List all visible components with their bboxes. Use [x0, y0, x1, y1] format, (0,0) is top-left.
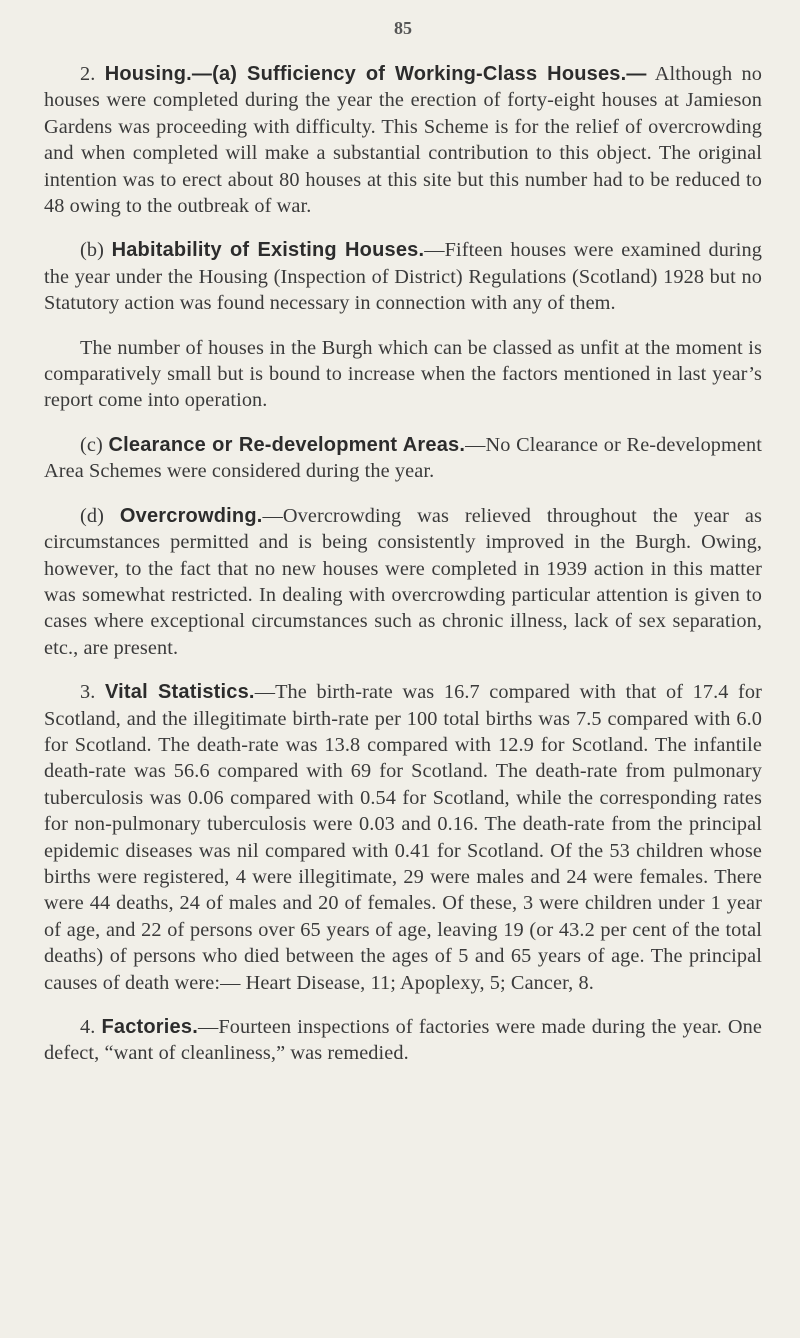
- section-heading: Clearance or Re-development Areas.: [108, 433, 466, 456]
- document-page: [44, 18, 762, 1085]
- section-text: —The birth-rate was 16.7 compared with that of 17.4 for Scotland, and the illegitimate birth-rate per 100 total births was 7.5 compared with 6.0 for Scotland. The death-rate was 13.8 compared with 12.9 for Scotland. The infantile death-rate was 56.6 compared with 69 for Scotland. The death-rate from pulmonary tuberculosis was 0.06 compared with 0.54 for Scotland, while the corresponding rates for non-pulmonary tuberculosis were 0.03 and 0.16. The death-rate from the principal epidemic diseases was nil compared with 0.41 for Scotland. Of the 53 children whose births were registered, 4 were illegitimate, 29 were males and 24 were females. There were 44 deaths, 24 of males and 20 of females. Of these, 3 were children under 1 year of age, and 22 of persons over 65 years of age, leaving 19 (or 43.2 per cent of the total deaths) of persons who died between the ages of 5 and 65 years of age. The principal causes of death were:— Heart Disease, 11; Apoplexy, 5; Cancer, 8.: [44, 681, 763, 994]
- section-number: 3.: [80, 681, 96, 704]
- section-factories: [44, 1014, 762, 1067]
- section-number: (c): [80, 433, 103, 456]
- section-housing-sufficiency: [44, 61, 762, 219]
- section-text: The number of houses in the Burgh which can be classed as unfit at the moment is comparatively small but is bound to increase when the factors mentioned in last year’s report come into operation.: [44, 336, 762, 412]
- section-vital-statistics: [44, 679, 762, 996]
- page-number: 85: [394, 18, 412, 38]
- section-heading: Vital Statistics.: [104, 681, 255, 704]
- section-number: (b): [80, 239, 104, 262]
- section-heading: Habitability of Existing Houses.: [111, 239, 425, 262]
- section-overcrowding: [44, 503, 762, 661]
- section-heading: Factories.: [101, 1016, 198, 1038]
- section-text: —Fifteen houses were examined during the year under the Housing (Inspection of District) Regulations (Scotland) 1928 but no Statutory action was found necessary in connection with any of them.: [44, 239, 763, 315]
- section-unfit-houses: [44, 335, 762, 414]
- section-text: —Overcrowding was relieved throughout the year as circumstances permitted and is being consistently improved in the Burgh. Owing, however, to the fact that no new houses were completed in 1939 action in this matter was somewhat restricted. In dealing with overcrowding particular attention is given to cases where exceptional circumstances such as chronic illness, lack of sex separation, etc., are present.: [44, 504, 762, 659]
- section-clearance: [44, 432, 762, 485]
- section-text: —No Clearance or Re-development Area Schemes were considered during the year.: [44, 433, 762, 483]
- section-number: 2.: [80, 63, 96, 85]
- section-number: 4.: [80, 1016, 96, 1038]
- section-text: Although no houses were completed during the year the erection of forty-eight houses at Jamieson Gardens was proceeding with difficulty. This Scheme is for the relief of overcrowding and when completed will make a substantial contribution to this object. The original intention was to erect about 80 houses at this site but this number had to be reduced to 48 owing to the outbreak of war.: [44, 63, 762, 218]
- section-heading: Overcrowding.: [119, 504, 263, 527]
- section-number: (d): [80, 504, 104, 527]
- section-text: —Fourteen inspections of factories were made during the year. One defect, “want of cleanliness,” was remedied.: [44, 1016, 762, 1065]
- section-habitability: [44, 237, 762, 316]
- section-heading: Housing.—(a) Sufficiency of Working-Class Houses.—: [104, 63, 647, 85]
